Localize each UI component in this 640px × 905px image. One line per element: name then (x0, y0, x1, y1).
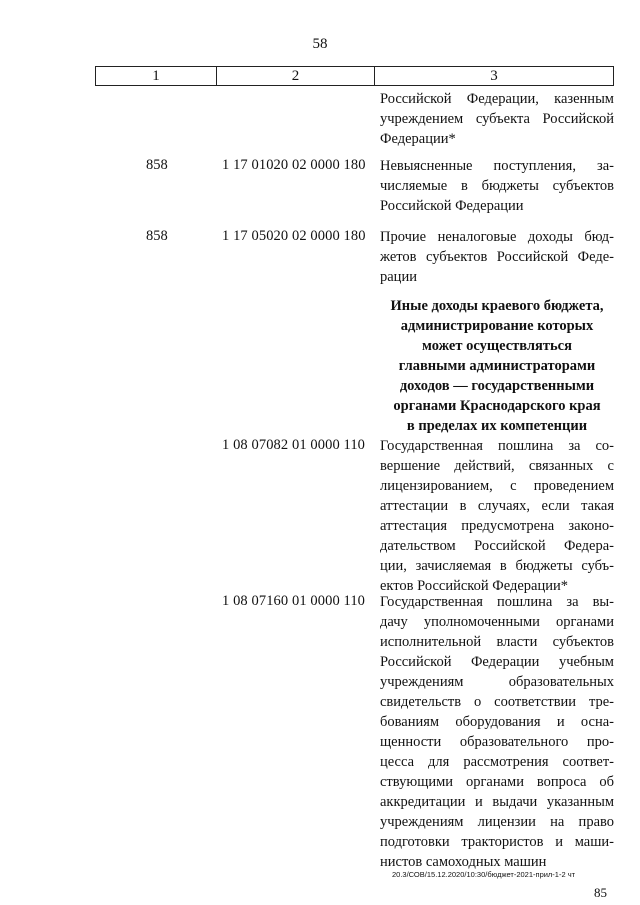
row-description (380, 227, 614, 287)
description-line: ектов Российской Федерации* (380, 578, 568, 594)
admin-code: 858 (146, 228, 168, 244)
header-col-2: 2 (217, 67, 375, 85)
description-line: Российской Федерации, казенным (380, 91, 614, 107)
income-code: 1 17 05020 02 0000 180 (222, 228, 366, 244)
description-line: Государственная пошлина за со- (380, 438, 614, 454)
income-code: 1 17 01020 02 0000 180 (222, 157, 366, 173)
heading-line: администрирование которых (400, 318, 594, 334)
header-col-3: 3 (490, 68, 498, 84)
footer-file-note: 20.3/СОВ/15.12.2020/10:30/бюджет-2021-прил-1-2 чт (392, 870, 576, 879)
table-header (95, 66, 614, 86)
row-description (380, 592, 614, 872)
description-line: аккредитации и выдачи указанным (380, 794, 614, 810)
description-line: Невыясненные поступления, за- (380, 158, 614, 174)
description-line: лицензированием, с проведением (380, 478, 614, 494)
heading-line: Иные доходы краевого бюджета, (390, 298, 604, 314)
heading-line: органами Краснодарского края (393, 398, 601, 414)
description-line: исполнительной власти субъектов (380, 634, 614, 650)
description-line: Прочие неналоговые доходы бюд- (380, 229, 614, 245)
description-line: Российской Федерации (380, 198, 524, 214)
description-line: числяемые в бюджеты субъектов (380, 178, 614, 194)
heading-line: главными администраторами (398, 358, 596, 374)
description-line: щенности образовательного про- (380, 734, 614, 750)
description-line: аттестация предусмотрена законо- (380, 518, 614, 534)
description-line: ствующими органами вопроса об (380, 774, 614, 790)
header-col-1: 1 (96, 67, 217, 85)
row-description (380, 436, 614, 596)
page-number-bottom: 85 (594, 885, 607, 900)
row-description (380, 156, 614, 216)
description-line: цесса для рассмотрения соответ- (380, 754, 614, 770)
description-line: аттестации в случаях, если такая (380, 498, 614, 514)
description-line: дательством Российской Федера- (380, 538, 614, 554)
continuation-description (380, 89, 614, 149)
description-line: жетов субъектов Российской Феде- (380, 249, 614, 265)
description-line: свидетельств о соответствии тре- (380, 694, 614, 710)
description-line: дачу уполномоченными органами (380, 614, 614, 630)
description-line: Российской Федерации учебным (380, 654, 614, 670)
page-number-top: 58 (312, 36, 328, 52)
description-line: Федерации* (380, 131, 456, 147)
description-line: рации (380, 269, 417, 285)
admin-code: 858 (146, 157, 168, 173)
heading-line: доходов — государственными (399, 378, 595, 394)
heading-line: в пределах их компетенции (406, 418, 588, 434)
description-line: учреждениям образовательных (380, 674, 614, 690)
description-line: учреждением субъекта Российской (380, 111, 614, 127)
description-line: Государственная пошлина за вы- (380, 594, 614, 610)
income-code: 1 08 07082 01 0000 110 (222, 437, 366, 453)
heading-line: может осуществляться (422, 338, 572, 354)
description-line: учреждениям лицензии на право (380, 814, 614, 830)
section-heading (380, 296, 614, 436)
income-code: 1 08 07160 01 0000 110 (222, 593, 366, 609)
description-line: бованиям оборудования и осна- (380, 714, 614, 730)
description-line: нистов самоходных машин (380, 854, 547, 870)
description-line: вершение действий, связанных с (380, 458, 614, 474)
description-line: ции, зачисляемая в бюджеты субъ- (380, 558, 614, 574)
description-line: подготовки трактористов и маши- (380, 834, 614, 850)
